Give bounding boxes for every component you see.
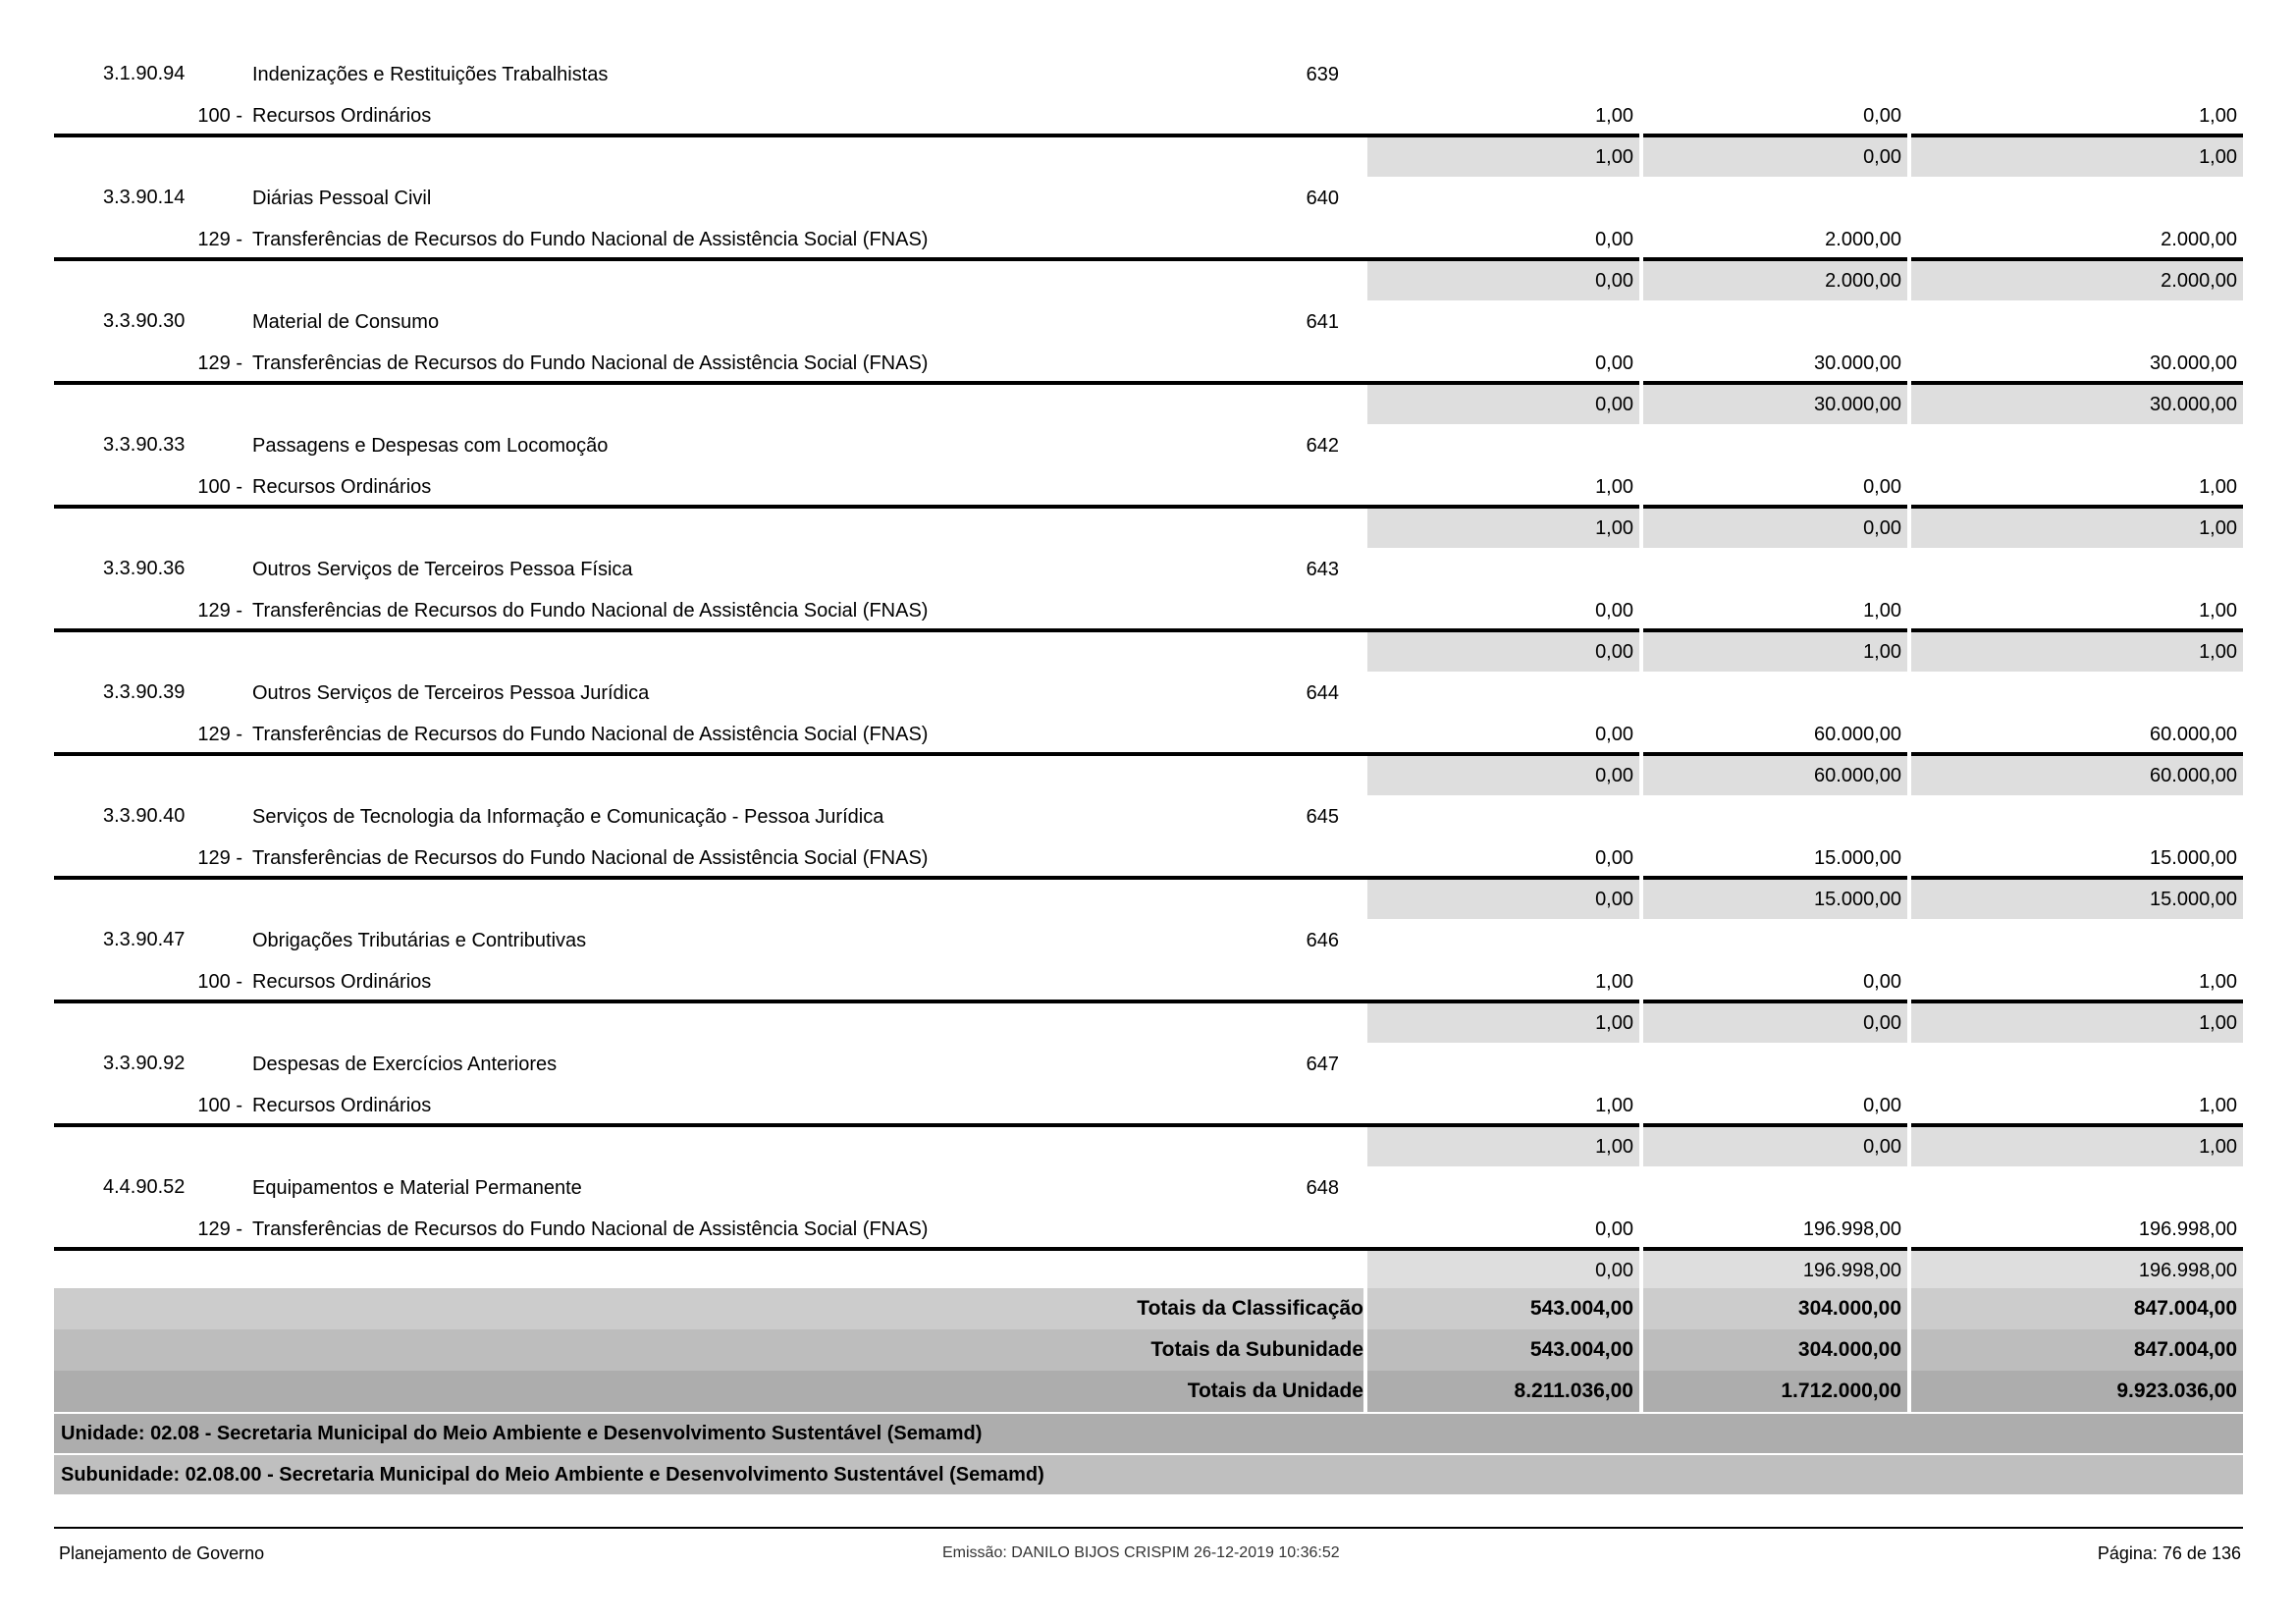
totals-value: 9.923.036,00	[2116, 1380, 2237, 1402]
item-number: 640	[1306, 188, 1339, 209]
item-number: 641	[1306, 311, 1339, 333]
item-code: 3.3.90.39	[103, 681, 186, 703]
item-subtotal: 1,00	[1911, 137, 2243, 177]
totals-row	[54, 1288, 2243, 1329]
source-code: 100 -	[197, 1095, 242, 1116]
item-subtotal: 0,00	[1643, 1003, 1907, 1043]
item-title: Equipamentos e Material Permanente	[252, 1177, 582, 1199]
item-subtotal: 0,00	[1367, 880, 1639, 919]
item-code: 3.1.90.94	[103, 63, 186, 84]
item-value: 15.000,00	[2150, 847, 2237, 869]
item-subtotal: 0,00	[1367, 385, 1639, 424]
item-value: 1,00	[1595, 105, 1633, 127]
item-code: 4.4.90.52	[103, 1176, 186, 1198]
footer-emission: Emissão: DANILO BIJOS CRISPIM 26-12-2019 10:36:52	[942, 1544, 1340, 1561]
item-subtotal: 0,00	[1643, 509, 1907, 548]
item-subtotal: 0,00	[1643, 1127, 1907, 1166]
source-name: Recursos Ordinários	[252, 971, 432, 993]
item-subtotal: 2.000,00	[1643, 261, 1907, 300]
budget-item	[0, 919, 2296, 1043]
item-value: 1,00	[2199, 1095, 2237, 1116]
budget-item	[0, 300, 2296, 424]
item-title: Indenizações e Restituições Trabalhistas	[252, 64, 609, 85]
item-value: 60.000,00	[1814, 724, 1901, 745]
item-title: Passagens e Despesas com Locomoção	[252, 435, 609, 457]
budget-item	[0, 795, 2296, 919]
budget-item	[0, 672, 2296, 795]
item-value: 0,00	[1595, 352, 1633, 374]
item-code: 3.3.90.33	[103, 434, 186, 456]
source-name: Transferências de Recursos do Fundo Nacional de Assistência Social (FNAS)	[252, 1218, 929, 1240]
source-name: Recursos Ordinários	[252, 105, 432, 127]
item-subtotal: 0,00	[1367, 632, 1639, 672]
item-value: 0,00	[1595, 600, 1633, 622]
item-subtotal: 0,00	[1643, 137, 1907, 177]
source-code: 129 -	[197, 352, 242, 374]
item-title: Despesas de Exercícios Anteriores	[252, 1054, 558, 1075]
item-value: 2.000,00	[2161, 229, 2237, 250]
item-value: 1,00	[1863, 600, 1901, 622]
totals-label: Totais da Classificação	[1137, 1297, 1363, 1320]
source-name: Transferências de Recursos do Fundo Nacional de Assistência Social (FNAS)	[252, 229, 929, 250]
item-value: 1,00	[2199, 971, 2237, 993]
item-title: Material de Consumo	[252, 311, 440, 333]
unidade-header: Unidade: 02.08 - Secretaria Municipal do Meio Ambiente e Desenvolvimento Sustentável (Semamd)	[54, 1414, 2243, 1453]
item-number: 648	[1306, 1177, 1339, 1199]
budget-item	[0, 1043, 2296, 1166]
item-number: 647	[1306, 1054, 1339, 1075]
totals-label: Totais da Subunidade	[1150, 1338, 1363, 1361]
item-value: 1,00	[1595, 476, 1633, 498]
source-name: Transferências de Recursos do Fundo Nacional de Assistência Social (FNAS)	[252, 847, 929, 869]
item-value: 2.000,00	[1825, 229, 1901, 250]
item-title: Serviços de Tecnologia da Informação e Comunicação - Pessoa Jurídica	[252, 806, 884, 828]
item-code: 3.3.90.36	[103, 558, 186, 579]
item-subtotal: 15.000,00	[1911, 880, 2243, 919]
source-code: 129 -	[197, 724, 242, 745]
budget-item	[0, 1166, 2296, 1290]
item-value: 1,00	[1595, 971, 1633, 993]
item-value: 1,00	[2199, 476, 2237, 498]
item-code: 3.3.90.92	[103, 1053, 186, 1074]
item-number: 642	[1306, 435, 1339, 457]
source-name: Transferências de Recursos do Fundo Nacional de Assistência Social (FNAS)	[252, 600, 929, 622]
totals-value: 847.004,00	[2133, 1338, 2237, 1361]
item-value: 0,00	[1863, 105, 1901, 127]
budget-item	[0, 424, 2296, 548]
source-code: 100 -	[197, 476, 242, 498]
item-value: 0,00	[1595, 724, 1633, 745]
totals-value: 543.004,00	[1529, 1338, 1633, 1361]
item-subtotal: 1,00	[1367, 509, 1639, 548]
item-number: 639	[1306, 64, 1339, 85]
totals-value: 304.000,00	[1797, 1338, 1901, 1361]
item-value: 1,00	[2199, 600, 2237, 622]
item-subtotal: 1,00	[1911, 1127, 2243, 1166]
item-subtotal: 1,00	[1911, 509, 2243, 548]
item-value: 1,00	[2199, 105, 2237, 127]
source-code: 129 -	[197, 600, 242, 622]
item-value: 196.998,00	[1802, 1218, 1901, 1240]
item-subtotal: 1,00	[1367, 137, 1639, 177]
item-number: 644	[1306, 682, 1339, 704]
source-code: 100 -	[197, 971, 242, 993]
item-value: 0,00	[1595, 847, 1633, 869]
item-code: 3.3.90.30	[103, 310, 186, 332]
item-subtotal: 60.000,00	[1643, 756, 1907, 795]
item-code: 3.3.90.40	[103, 805, 186, 827]
item-number: 646	[1306, 930, 1339, 951]
item-subtotal: 1,00	[1367, 1127, 1639, 1166]
item-value: 196.998,00	[2138, 1218, 2237, 1240]
item-subtotal: 196.998,00	[1911, 1251, 2243, 1290]
item-subtotal: 60.000,00	[1911, 756, 2243, 795]
totals-row	[54, 1329, 2243, 1371]
item-title: Obrigações Tributárias e Contributivas	[252, 930, 587, 951]
item-number: 645	[1306, 806, 1339, 828]
item-subtotal: 0,00	[1367, 756, 1639, 795]
footer-system-name: Planejamento de Governo	[59, 1543, 265, 1563]
item-value: 0,00	[1595, 229, 1633, 250]
item-subtotal: 0,00	[1367, 1251, 1639, 1290]
totals-label: Totais da Unidade	[1187, 1380, 1363, 1402]
item-number: 643	[1306, 559, 1339, 580]
item-title: Outros Serviços de Terceiros Pessoa Jurídica	[252, 682, 650, 704]
item-subtotal: 1,00	[1911, 632, 2243, 672]
footer-page-number: Página: 76 de 136	[2097, 1543, 2241, 1563]
subunidade-header: Subunidade: 02.08.00 - Secretaria Municipal do Meio Ambiente e Desenvolvimento Sustentável (Semamd)	[54, 1455, 2243, 1494]
source-name: Transferências de Recursos do Fundo Nacional de Assistência Social (FNAS)	[252, 724, 929, 745]
totals-value: 8.211.036,00	[1514, 1380, 1633, 1402]
source-name: Recursos Ordinários	[252, 476, 432, 498]
footer-divider	[54, 1527, 2243, 1529]
item-code: 3.3.90.14	[103, 187, 186, 208]
budget-item	[0, 548, 2296, 672]
item-subtotal: 0,00	[1367, 261, 1639, 300]
source-name: Transferências de Recursos do Fundo Nacional de Assistência Social (FNAS)	[252, 352, 929, 374]
item-value: 60.000,00	[2150, 724, 2237, 745]
item-value: 0,00	[1863, 476, 1901, 498]
totals-value: 304.000,00	[1797, 1297, 1901, 1320]
item-value: 1,00	[1595, 1095, 1633, 1116]
item-value: 0,00	[1863, 1095, 1901, 1116]
item-subtotal: 1,00	[1643, 632, 1907, 672]
item-subtotal: 2.000,00	[1911, 261, 2243, 300]
source-code: 129 -	[197, 847, 242, 869]
source-code: 129 -	[197, 229, 242, 250]
item-subtotal: 15.000,00	[1643, 880, 1907, 919]
totals-value: 543.004,00	[1529, 1297, 1633, 1320]
item-value: 30.000,00	[1814, 352, 1901, 374]
budget-item	[0, 177, 2296, 300]
budget-item	[0, 53, 2296, 177]
item-value: 0,00	[1863, 971, 1901, 993]
totals-row	[54, 1371, 2243, 1412]
item-subtotal: 1,00	[1367, 1003, 1639, 1043]
item-subtotal: 30.000,00	[1643, 385, 1907, 424]
item-value: 30.000,00	[2150, 352, 2237, 374]
item-code: 3.3.90.47	[103, 929, 186, 950]
source-code: 100 -	[197, 105, 242, 127]
totals-value: 847.004,00	[2133, 1297, 2237, 1320]
source-code: 129 -	[197, 1218, 242, 1240]
item-value: 0,00	[1595, 1218, 1633, 1240]
item-title: Outros Serviços de Terceiros Pessoa Física	[252, 559, 633, 580]
item-subtotal: 196.998,00	[1643, 1251, 1907, 1290]
totals-value: 1.712.000,00	[1781, 1380, 1901, 1402]
source-name: Recursos Ordinários	[252, 1095, 432, 1116]
item-subtotal: 30.000,00	[1911, 385, 2243, 424]
item-value: 15.000,00	[1814, 847, 1901, 869]
item-subtotal: 1,00	[1911, 1003, 2243, 1043]
item-title: Diárias Pessoal Civil	[252, 188, 432, 209]
